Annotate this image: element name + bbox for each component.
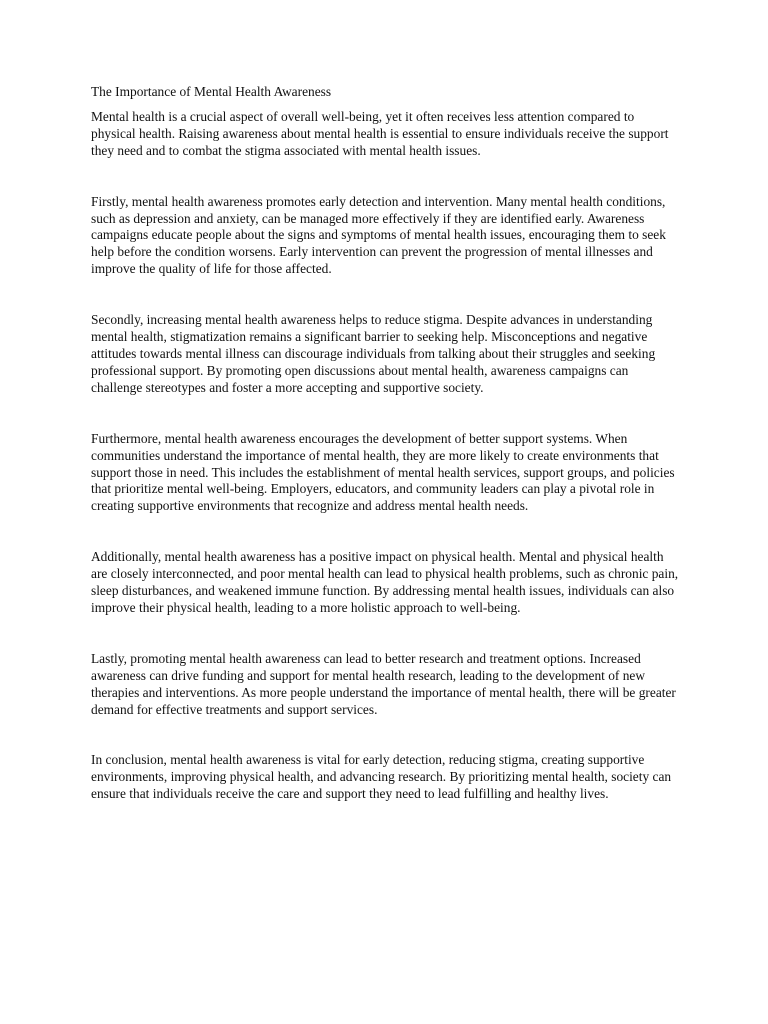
paragraph-conclusion: In conclusion, mental health awareness is vital for early detection, reducing stigma, creating supportive environments, improving physical health, and advancing research. By prioritizing mental health, society can ensure that individuals receive the care and support they need to lead fulfilling and healthy lives. (91, 752, 672, 802)
paragraph-research: Lastly, promoting mental health awareness can lead to better research and treatment options. Increased awareness can drive funding and support for mental health research, leading to the development of new therapies and interventions. As more people understand the importance of mental health, there will be greater demand for effective treatments and support services. (91, 650, 676, 717)
paragraph-early-detection: Firstly, mental health awareness promotes early detection and intervention. Many mental health conditions, such as depression and anxiety, can be managed more effectively if they are identified early. Awareness campaigns educate people about the signs and symptoms of mental health issues, encouraging them to seek help before the condition worsens. Early intervention can prevent the progression of mental illnesses and improve the quality of life for those affected. (91, 193, 666, 277)
paragraph-support-systems: Furthermore, mental health awareness encourages the development of better support systems. When communities understand the importance of mental health, they are more likely to create environments that support those in need. This includes the establishment of mental health services, support groups, and policies that prioritize mental well-being. Employers, educators, and community leaders can play a pivotal role in creating supportive environments that recognize and address mental health needs. (91, 430, 675, 514)
paragraph-intro: Mental health is a crucial aspect of overall well-being, yet it often receives less attention compared to physical health. Raising awareness about mental health is essential to ensure individuals receive the support they need and to combat the stigma associated with mental health issues. (91, 108, 669, 158)
document-body (91, 84, 681, 803)
paragraph-physical-health: Additionally, mental health awareness has a positive impact on physical health. Mental and physical health are closely interconnected, and poor mental health can lead to physical health problems, such as chronic pain, sleep disturbances, and weakened immune function. By addressing mental health issues, individuals can also improve their physical health, leading to a more holistic approach to well-being. (91, 549, 679, 615)
document-title: The Importance of Mental Health Awareness (91, 84, 332, 99)
paragraph-reduce-stigma: Secondly, increasing mental health awareness helps to reduce stigma. Despite advances in understanding mental health, stigmatization remains a significant barrier to seeking help. Misconceptions and negative attitudes towards mental illness can discourage individuals from talking about their struggles and seeking professional support. By promoting open discussions about mental health, awareness campaigns can challenge stereotypes and foster a more accepting and supportive society. (91, 312, 656, 395)
